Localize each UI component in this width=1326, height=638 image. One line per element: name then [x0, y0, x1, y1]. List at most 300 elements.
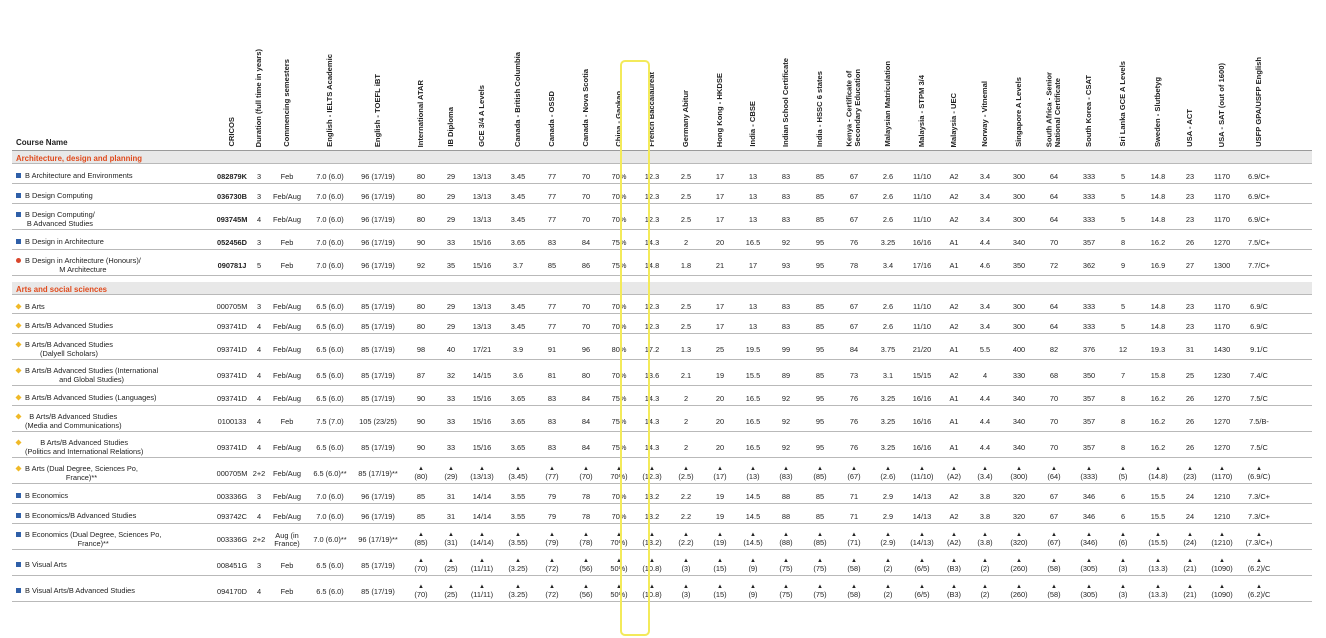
- cell-value: 320: [1012, 511, 1026, 521]
- value-cell: [308, 412, 352, 431]
- cell-value: A1: [949, 442, 959, 452]
- cell-value: 70%: [611, 321, 627, 331]
- value-cell: [500, 256, 536, 275]
- value-cell: [404, 236, 438, 249]
- cell-value: 83: [547, 393, 557, 403]
- value-cell: [1106, 490, 1140, 503]
- cricos-code: 093741D: [217, 393, 247, 403]
- cell-value: 26: [1185, 442, 1195, 452]
- cell-value: 84: [581, 393, 591, 403]
- cell-value: 2.6: [882, 321, 894, 331]
- value-cell: [1106, 236, 1140, 249]
- cell-value: 77: [547, 214, 557, 224]
- value-cell: [768, 320, 804, 333]
- triangle-icon: ▲: [1155, 558, 1161, 564]
- cell-value: 16.2: [1150, 416, 1166, 426]
- section-header: [12, 151, 1312, 164]
- value-cell: [1140, 256, 1176, 275]
- cricos-code: 093741D: [217, 344, 247, 354]
- value-cell: [904, 340, 940, 359]
- cell-value: 4: [256, 442, 262, 452]
- cell-value: (72): [545, 590, 559, 599]
- triangle-icon: ▲: [885, 558, 891, 564]
- cell-value: Feb/Aug: [273, 393, 301, 403]
- value-cell: [212, 392, 252, 405]
- cell-value: Feb: [280, 416, 294, 426]
- course-row: [12, 256, 1312, 276]
- value-cell: [968, 530, 1002, 549]
- cell-value: 93: [781, 260, 791, 270]
- cell-value: 75%: [611, 260, 627, 270]
- value-cell: [1002, 301, 1036, 313]
- course-name-cell: [12, 582, 216, 601]
- triangle-icon: ▲: [515, 466, 521, 472]
- value-cell: [438, 340, 464, 359]
- cell-value: Feb: [280, 560, 294, 570]
- cell-value: 2.6: [882, 191, 894, 201]
- value-cell: [464, 582, 500, 601]
- cell-value: (70): [414, 564, 428, 573]
- value-cell: [212, 236, 252, 249]
- cell-value: (3.55): [508, 538, 528, 547]
- course-name: B Arts (Dual Degree, Sciences Po, France)**: [25, 463, 138, 482]
- value-cell: [768, 340, 804, 359]
- course-row: [12, 392, 1312, 406]
- value-cell: [968, 438, 1002, 457]
- cell-value: 95: [815, 237, 825, 247]
- value-cell: [702, 340, 738, 359]
- cell-value: 3.45: [510, 171, 526, 181]
- course-name-cell: [12, 170, 216, 183]
- cell-value: (6.2)/C: [1247, 590, 1271, 599]
- cell-value: (25): [444, 564, 458, 573]
- course-name: B Design in Architecture (Honours)/ M Architecture: [25, 255, 141, 274]
- cell-value: 92: [781, 237, 791, 247]
- course-name: B Arts/B Advanced Studies (International and Global Studies): [25, 365, 159, 384]
- cell-value: 95: [815, 393, 825, 403]
- triangle-icon: ▲: [418, 584, 424, 590]
- value-cell: [670, 340, 702, 359]
- value-cell: [1002, 366, 1036, 385]
- cell-value: 14.3: [644, 393, 660, 403]
- cell-value: A1: [949, 237, 959, 247]
- value-cell: [438, 301, 464, 313]
- value-cell: [702, 556, 738, 575]
- cell-value: 70: [581, 302, 591, 311]
- value-cell: [1106, 170, 1140, 183]
- cell-value: 91: [547, 344, 557, 354]
- value-cell: [836, 464, 872, 483]
- cell-value: 70%): [610, 472, 628, 481]
- cell-value: 6.5 (6.0): [316, 586, 344, 596]
- value-cell: [464, 510, 500, 523]
- cell-value: 6.5 (6.0): [316, 442, 344, 452]
- cell-value: 4: [256, 393, 262, 403]
- column-header-label: Hong Kong - HKDSE: [714, 72, 724, 147]
- cell-value: 15/16: [472, 442, 492, 452]
- value-cell: [702, 530, 738, 549]
- value-cell: [1240, 256, 1278, 275]
- value-cell: [308, 170, 352, 183]
- value-cell: [212, 510, 252, 523]
- value-cell: [1176, 392, 1204, 405]
- value-cell: [1106, 301, 1140, 313]
- cricos-code: 093741D: [217, 370, 247, 380]
- cell-value: 14/14: [472, 511, 492, 521]
- value-cell: [212, 256, 252, 275]
- value-cell: [464, 530, 500, 549]
- value-cell: [568, 530, 604, 549]
- cell-value: 3.75: [880, 344, 896, 354]
- value-cell: [1036, 510, 1072, 523]
- value-cell: [500, 556, 536, 575]
- cell-value: 3: [256, 237, 262, 247]
- column-header-label: Sweden - Slutbetyg: [1152, 76, 1162, 147]
- cell-value: 78: [581, 511, 591, 521]
- value-cell: [738, 190, 768, 203]
- value-cell: [1204, 582, 1240, 601]
- value-cell: [352, 464, 404, 483]
- cell-value: 64: [1049, 214, 1059, 224]
- cell-value: 12.3: [644, 171, 660, 181]
- value-cell: [464, 170, 500, 183]
- column-header: [252, 0, 266, 151]
- value-cell: [1072, 366, 1106, 385]
- value-cell: [738, 170, 768, 183]
- column-header: [1140, 0, 1176, 151]
- cell-value: 8: [1120, 416, 1126, 426]
- value-cell: [536, 490, 568, 503]
- value-cell: [308, 490, 352, 503]
- value-cell: [1176, 256, 1204, 275]
- value-cell: [940, 392, 968, 405]
- value-cell: [352, 301, 404, 313]
- triangle-icon: ▲: [982, 558, 988, 564]
- value-cell: [940, 582, 968, 601]
- cricos-code: 094170D: [217, 586, 247, 596]
- cell-value: (75): [779, 564, 793, 573]
- cell-value: 3.4: [979, 321, 991, 331]
- value-cell: [836, 582, 872, 601]
- column-header-label: Kenya - Certificate of Secondary Education: [844, 69, 862, 147]
- column-header: [464, 0, 500, 151]
- cell-value: 3.4: [979, 171, 991, 181]
- cricos-code: 093745M: [216, 214, 248, 224]
- triangle-icon: ▲: [1187, 584, 1193, 590]
- value-cell: [404, 301, 438, 313]
- value-cell: [1204, 340, 1240, 359]
- value-cell: [968, 556, 1002, 575]
- value-cell: [1002, 256, 1036, 275]
- cell-value: 13/13: [472, 191, 492, 201]
- course-name: B Arts/B Advanced Studies (Politics and International Relations): [25, 437, 144, 456]
- cell-value: 70: [581, 191, 591, 201]
- value-cell: [464, 210, 500, 229]
- value-cell: [1240, 392, 1278, 405]
- value-cell: [702, 210, 738, 229]
- cell-value: (300): [1010, 472, 1028, 481]
- value-cell: [1002, 490, 1036, 503]
- value-cell: [1072, 210, 1106, 229]
- value-cell: [252, 392, 266, 405]
- value-cell: [438, 490, 464, 503]
- value-cell: [670, 490, 702, 503]
- cell-value: A1: [949, 344, 959, 354]
- cell-value: 85: [815, 214, 825, 224]
- cell-value: 3.1: [882, 370, 894, 380]
- course-row: [12, 556, 1312, 576]
- column-header-label: Canada - OSSD: [546, 91, 556, 147]
- value-cell: [702, 510, 738, 523]
- cell-value: 3.9: [512, 344, 524, 354]
- triangle-icon: ▲: [1256, 584, 1262, 590]
- value-cell: [308, 464, 352, 483]
- value-cell: [308, 210, 352, 229]
- value-cell: [500, 340, 536, 359]
- value-cell: [1204, 438, 1240, 457]
- cell-value: (10.8): [642, 590, 662, 599]
- cell-value: 80%: [611, 344, 627, 354]
- column-header: [702, 0, 738, 151]
- cell-value: 2+2: [252, 534, 266, 544]
- value-cell: [940, 190, 968, 203]
- value-cell: [438, 464, 464, 483]
- cell-value: 67: [849, 171, 859, 181]
- value-cell: [968, 170, 1002, 183]
- triangle-icon: ▲: [549, 584, 555, 590]
- column-header: [1204, 0, 1240, 151]
- cell-value: (21): [1183, 590, 1197, 599]
- cell-value: 16.2: [1150, 237, 1166, 247]
- cell-value: (56): [579, 590, 593, 599]
- cell-value: (2): [883, 590, 893, 599]
- value-cell: [438, 210, 464, 229]
- value-cell: [1072, 438, 1106, 457]
- value-cell: [670, 256, 702, 275]
- value-cell: [968, 236, 1002, 249]
- cell-value: (14.5): [743, 538, 763, 547]
- cell-value: 3.55: [510, 511, 526, 521]
- cell-value: (7.3/C+): [1245, 538, 1273, 547]
- value-cell: [738, 340, 768, 359]
- value-cell: [266, 510, 308, 523]
- value-cell: [1002, 392, 1036, 405]
- value-cell: [404, 366, 438, 385]
- column-header: [738, 0, 768, 151]
- cricos-code: 008451G: [216, 560, 248, 570]
- triangle-icon: ▲: [1086, 532, 1092, 538]
- cell-value: 85 (17/19): [361, 321, 395, 331]
- cell-value: (A2): [947, 472, 961, 481]
- value-cell: [1002, 320, 1036, 333]
- cell-value: 64: [1049, 191, 1059, 201]
- cell-value: 7.5/C: [1250, 393, 1268, 403]
- cell-value: 76: [849, 393, 859, 403]
- course-name: B Arts/B Advanced Studies (Media and Communications): [25, 411, 122, 430]
- cell-value: 2.5: [680, 214, 692, 224]
- cell-value: 92: [781, 416, 791, 426]
- value-cell: [568, 490, 604, 503]
- cell-value: (85): [414, 538, 428, 547]
- cell-value: 6.5 (6.0): [316, 370, 344, 380]
- course-row: [12, 210, 1312, 230]
- value-cell: [266, 236, 308, 249]
- value-cell: [438, 366, 464, 385]
- cell-value: 99: [781, 344, 791, 354]
- column-header: [968, 0, 1002, 151]
- triangle-icon: ▲: [616, 558, 622, 564]
- cell-value: 11/10: [913, 191, 931, 201]
- value-cell: [872, 366, 904, 385]
- value-cell: [252, 366, 266, 385]
- column-header-label: GCE 3/4 A Levels: [476, 85, 486, 147]
- value-cell: [702, 412, 738, 431]
- square-bullet-icon: [16, 493, 21, 498]
- cell-value: 340: [1012, 393, 1026, 403]
- value-cell: [904, 510, 940, 523]
- value-cell: [1240, 530, 1278, 549]
- triangle-icon: ▲: [783, 584, 789, 590]
- cell-value: (72): [545, 564, 559, 573]
- cell-value: 78: [581, 491, 591, 501]
- value-cell: [252, 301, 266, 313]
- cell-value: 3.25: [880, 393, 896, 403]
- course-name: B Economics (Dual Degree, Sciences Po, France)**: [25, 529, 162, 548]
- square-bullet-icon: [16, 513, 21, 518]
- cell-value: 23: [1185, 171, 1195, 181]
- course-name-cell: [12, 556, 216, 575]
- value-cell: [308, 438, 352, 457]
- value-cell: [1002, 412, 1036, 431]
- course-row: [12, 301, 1312, 314]
- column-header: [212, 0, 252, 151]
- cell-value: 7.0 (6.0): [316, 171, 344, 181]
- cell-value: (6/5): [914, 564, 930, 573]
- value-cell: [872, 170, 904, 183]
- triangle-icon: ▲: [783, 466, 789, 472]
- value-cell: [252, 340, 266, 359]
- column-header: [308, 0, 352, 151]
- cell-value: 33: [446, 237, 456, 247]
- value-cell: [1140, 582, 1176, 601]
- value-cell: [1140, 556, 1176, 575]
- value-cell: [1106, 256, 1140, 275]
- value-cell: [1072, 340, 1106, 359]
- value-cell: [1176, 301, 1204, 313]
- value-cell: [536, 301, 568, 313]
- value-cell: [404, 412, 438, 431]
- cell-value: 76: [849, 442, 859, 452]
- cell-value: 70%: [611, 491, 627, 501]
- column-header: [438, 0, 464, 151]
- cell-value: 70: [581, 214, 591, 224]
- square-bullet-icon: [16, 562, 21, 567]
- cell-value: 96 (17/19): [361, 214, 395, 224]
- cell-value: 5: [1120, 171, 1126, 181]
- cell-value: 19: [715, 370, 725, 380]
- value-cell: [308, 582, 352, 601]
- cell-value: 92: [781, 393, 791, 403]
- triangle-icon: ▲: [1155, 532, 1161, 538]
- cell-value: 19: [715, 491, 725, 501]
- value-cell: [568, 464, 604, 483]
- cell-value: (13/13): [470, 472, 494, 481]
- triangle-icon: ▲: [1155, 466, 1161, 472]
- triangle-icon: ▲: [515, 584, 521, 590]
- cell-value: 6.9/C+: [1248, 214, 1270, 224]
- triangle-icon: ▲: [951, 466, 957, 472]
- value-cell: [404, 438, 438, 457]
- triangle-icon: ▲: [750, 584, 756, 590]
- value-cell: [1240, 366, 1278, 385]
- value-cell: [872, 301, 904, 313]
- cell-value: Feb/Aug: [273, 511, 301, 521]
- value-cell: [536, 530, 568, 549]
- cell-value: 333: [1082, 214, 1096, 224]
- value-cell: [536, 510, 568, 523]
- value-cell: [904, 236, 940, 249]
- cell-value: 2.6: [882, 171, 894, 181]
- value-cell: [1106, 464, 1140, 483]
- value-cell: [1036, 366, 1072, 385]
- value-cell: [568, 556, 604, 575]
- cell-value: 3.4: [979, 302, 991, 311]
- value-cell: [904, 190, 940, 203]
- cell-value: 333: [1082, 191, 1096, 201]
- cell-value: 82: [1049, 344, 1059, 354]
- cell-value: 67: [849, 321, 859, 331]
- cell-value: 12: [1118, 344, 1128, 354]
- cell-value: 16/16: [912, 237, 932, 247]
- cell-value: (85): [813, 538, 827, 547]
- cell-value: 7.5/C+: [1248, 237, 1270, 247]
- cell-value: 17: [715, 171, 725, 181]
- cell-value: (70): [414, 590, 428, 599]
- course-row: [12, 490, 1312, 504]
- cell-value: 89: [781, 370, 791, 380]
- cell-value: 23: [1185, 191, 1195, 201]
- course-name-header: Course Name: [16, 138, 68, 147]
- cell-value: 6.5 (6.0)**: [313, 468, 347, 478]
- triangle-icon: ▲: [1051, 558, 1057, 564]
- diamond-bullet-icon: [15, 323, 21, 329]
- cell-value: 3: [256, 302, 262, 311]
- cell-value: (2.9): [880, 538, 896, 547]
- value-cell: [212, 210, 252, 229]
- value-cell: [252, 464, 266, 483]
- value-cell: [940, 170, 968, 183]
- column-header-label: Sri Lanka GCE A Levels: [1117, 61, 1127, 147]
- cell-value: 85: [815, 191, 825, 201]
- cell-value: 13: [748, 302, 758, 311]
- cell-value: (1210): [1211, 538, 1233, 547]
- cell-value: (6): [1118, 538, 1128, 547]
- cell-value: 16/16: [912, 442, 932, 452]
- triangle-icon: ▲: [479, 584, 485, 590]
- value-cell: [352, 556, 404, 575]
- cell-value: 83: [781, 214, 791, 224]
- cricos-code: 003336G: [216, 534, 248, 544]
- value-cell: [464, 301, 500, 313]
- value-cell: [1036, 190, 1072, 203]
- value-cell: [1036, 490, 1072, 503]
- cell-value: (58): [847, 590, 861, 599]
- triangle-icon: ▲: [583, 584, 589, 590]
- value-cell: [568, 340, 604, 359]
- value-cell: [968, 256, 1002, 275]
- cell-value: (6.9/C): [1247, 472, 1271, 481]
- cell-value: 76: [849, 416, 859, 426]
